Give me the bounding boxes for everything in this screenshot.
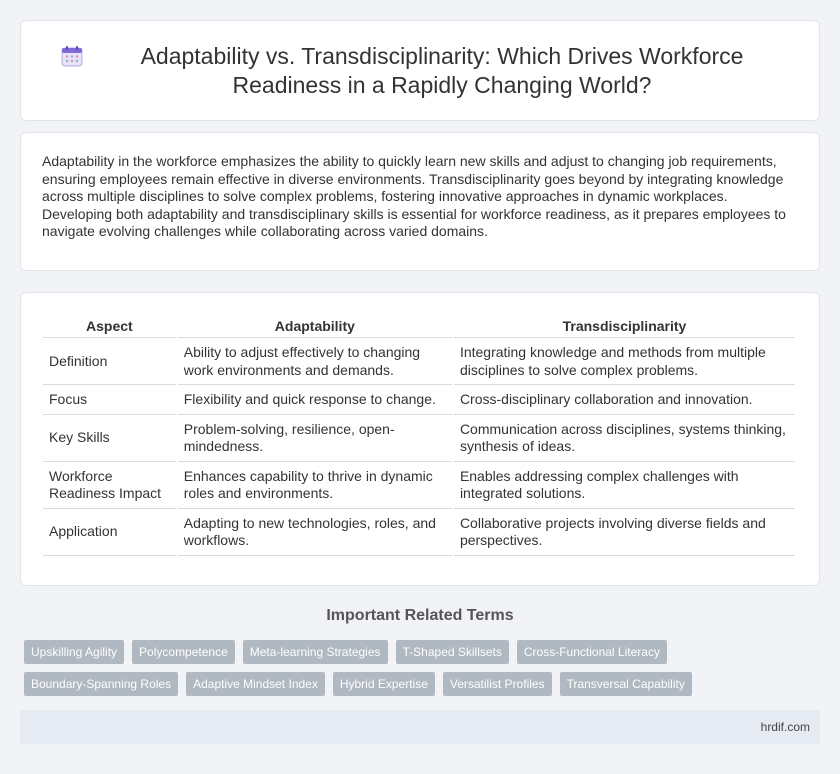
related-terms-tags — [24, 640, 824, 704]
header-aspect: Aspect — [43, 313, 176, 338]
tag-transversal-capability[interactable]: Transversal Capability — [560, 672, 692, 696]
title-wrap — [61, 42, 779, 100]
table-row — [43, 509, 795, 556]
tag-hybrid-expertise[interactable]: Hybrid Expertise — [333, 672, 435, 696]
cell-aspect: Application — [43, 509, 176, 556]
header-adaptability: Adaptability — [178, 313, 452, 338]
tag-cross-functional-literacy[interactable]: Cross-Functional Literacy — [517, 640, 667, 664]
table-row — [43, 385, 795, 415]
header-transdisciplinarity: Transdisciplinarity — [454, 313, 795, 338]
intro-paragraph: Adaptability in the workforce emphasizes the ability to quickly learn new skills and adjust to changing job requirements, ensuring employees remain effective in diverse environments. Transdisciplinarity goes beyond by integrating knowledge across multiple disciplines to solve complex problems, fostering innovative approaches in dynamic workplaces. Developing both adaptability and transdisciplinary skills is essential for workforce readiness, as it prepares employees to navigate evolving challenges while collaborating across varied domains. — [42, 153, 786, 240]
calendar-icon — [61, 45, 83, 67]
cell-adaptability: Adapting to new technologies, roles, and workflows. — [178, 509, 452, 556]
table-header-row — [43, 313, 795, 338]
cell-transdisciplinarity: Communication across disciplines, systems thinking, synthesis of ideas. — [454, 415, 795, 462]
tag-row — [24, 672, 824, 696]
cell-aspect: Workforce Readiness Impact — [43, 462, 176, 509]
comparison-table — [41, 313, 797, 556]
tag-versatilist-profiles[interactable]: Versatilist Profiles — [443, 672, 552, 696]
cell-adaptability: Flexibility and quick response to change. — [178, 385, 452, 415]
tag-adaptive-mindset-index[interactable]: Adaptive Mindset Index — [186, 672, 325, 696]
tag-boundary-spanning-roles[interactable]: Boundary-Spanning Roles — [24, 672, 178, 696]
comparison-table-card — [20, 292, 820, 586]
tag-t-shaped-skillsets[interactable]: T-Shaped Skillsets — [396, 640, 509, 664]
cell-aspect: Focus — [43, 385, 176, 415]
cell-adaptability: Problem-solving, resilience, open-mindedness. — [178, 415, 452, 462]
cell-adaptability: Ability to adjust effectively to changing work environments and demands. — [178, 338, 452, 385]
tag-meta-learning-strategies[interactable]: Meta-learning Strategies — [243, 640, 388, 664]
cell-aspect: Key Skills — [43, 415, 176, 462]
cell-transdisciplinarity: Cross-disciplinary collaboration and innovation. — [454, 385, 795, 415]
page-title: Adaptability vs. Transdisciplinarity: Which Drives Workforce Readiness in a Rapidly Changing World? — [140, 42, 744, 98]
cell-transdisciplinarity: Collaborative projects involving diverse fields and perspectives. — [454, 509, 795, 556]
table-row — [43, 462, 795, 509]
cell-transdisciplinarity: Enables addressing complex challenges with integrated solutions. — [454, 462, 795, 509]
cell-adaptability: Enhances capability to thrive in dynamic roles and environments. — [178, 462, 452, 509]
related-terms-heading: Important Related Terms — [326, 607, 514, 624]
footer-site-link[interactable]: hrdif.com — [760, 720, 810, 734]
title-card — [20, 20, 820, 121]
intro-card — [20, 132, 820, 271]
tag-upskilling-agility[interactable]: Upskilling Agility — [24, 640, 124, 664]
cell-transdisciplinarity: Integrating knowledge and methods from multiple disciplines to solve complex problems. — [454, 338, 795, 385]
cell-aspect: Definition — [43, 338, 176, 385]
tag-row — [24, 640, 824, 664]
table-row — [43, 415, 795, 462]
table-row — [43, 338, 795, 385]
footer — [20, 710, 820, 744]
tag-polycompetence[interactable]: Polycompetence — [132, 640, 235, 664]
